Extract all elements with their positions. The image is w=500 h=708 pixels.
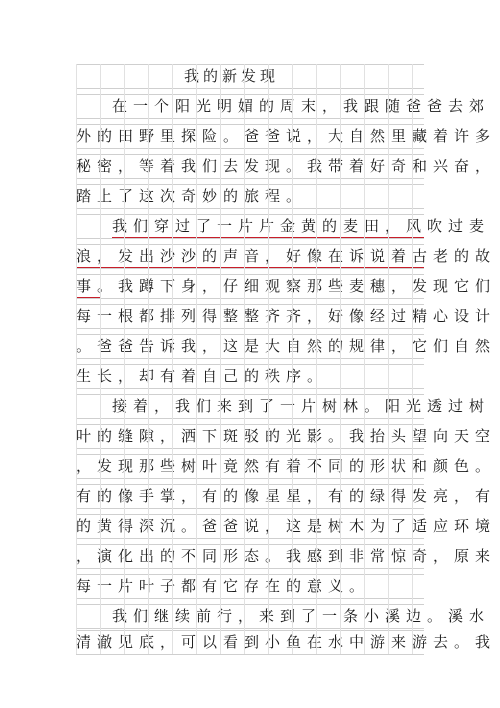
grid-column-rule bbox=[244, 64, 245, 654]
grid-rule bbox=[76, 178, 424, 179]
essay-line bbox=[76, 124, 497, 148]
essay-line bbox=[76, 574, 424, 598]
essay-line bbox=[76, 154, 497, 178]
grid-rule bbox=[76, 118, 424, 119]
grid-column-rule bbox=[292, 64, 293, 654]
title-row bbox=[76, 64, 424, 88]
line-text: 每一片叶子都有它存在的意义。 bbox=[76, 577, 371, 595]
grid-rule bbox=[76, 238, 424, 239]
grid-column-rule bbox=[148, 64, 149, 654]
grid-column-rule bbox=[124, 64, 125, 654]
grid-rule bbox=[76, 274, 424, 275]
grid-rule bbox=[76, 154, 424, 155]
grid-rule bbox=[76, 148, 424, 149]
essay-line bbox=[76, 214, 491, 238]
grid-rule bbox=[76, 64, 424, 65]
line-text: 外的田野里探险。爸爸说，大自然里藏着许多 bbox=[76, 127, 497, 145]
essay-line bbox=[76, 184, 424, 208]
grid-rule bbox=[76, 304, 424, 305]
essay-line bbox=[76, 454, 497, 478]
grid-column-rule bbox=[196, 64, 197, 654]
essay-line bbox=[76, 274, 497, 298]
grid-rule bbox=[76, 334, 424, 335]
grid-rule bbox=[76, 628, 424, 629]
grid-rule bbox=[76, 208, 424, 209]
grid-rule bbox=[76, 544, 424, 545]
grid-rule bbox=[76, 364, 424, 365]
grid-rule bbox=[76, 268, 424, 269]
grid-rule bbox=[76, 394, 424, 395]
grid-rule bbox=[76, 598, 424, 599]
grid-rule bbox=[76, 454, 424, 455]
grid-rule bbox=[76, 604, 424, 605]
grid-rule bbox=[76, 358, 424, 359]
line-text: 生长，却有着自己的秩序。 bbox=[76, 367, 329, 385]
essay-line bbox=[76, 94, 491, 118]
grid-rule bbox=[76, 418, 424, 419]
grid-rule bbox=[76, 94, 424, 95]
line-text: 踏上了这次奇妙的旅程。 bbox=[76, 187, 308, 205]
essay-line bbox=[76, 424, 497, 448]
grid-column-rule bbox=[220, 64, 221, 654]
grid-rule bbox=[76, 244, 424, 245]
grid-rule bbox=[76, 124, 424, 125]
line-text: 在一个阳光明媚的周末，我跟随爸爸去郊 bbox=[112, 97, 491, 115]
line-text: 我们继续前行，来到了一条小溪边。溪水 bbox=[112, 607, 491, 625]
essay-title: 我的新发现 bbox=[184, 67, 280, 85]
grid-column-rule bbox=[172, 64, 173, 654]
grid-rule bbox=[76, 184, 424, 185]
line-text: 清澈见底，可以看到小鱼在水中游来游去。我 bbox=[76, 633, 497, 651]
line-text: 。爸爸告诉我，这是大自然的规律，它们自然 bbox=[76, 337, 497, 355]
grid-rule bbox=[76, 424, 424, 425]
line-text: 的黄得深沉。爸爸说，这是树木为了适应环境 bbox=[76, 517, 497, 535]
grid-rule bbox=[76, 538, 424, 539]
grid-column-rule bbox=[100, 64, 101, 654]
grid-rule bbox=[76, 568, 424, 569]
line-text: 接着，我们来到了一片树林。阳光透过树 bbox=[112, 397, 491, 415]
grid-rule bbox=[76, 448, 424, 449]
grid-rule bbox=[76, 88, 424, 89]
grid-rule bbox=[76, 214, 424, 215]
grid-column-rule bbox=[388, 64, 389, 654]
grid-rule bbox=[76, 574, 424, 575]
grid-rule bbox=[76, 630, 424, 631]
line-text: 每一根都排列得整整齐齐，好像经过精心设计 bbox=[76, 307, 497, 325]
line-text: 事。我蹲下身，仔细观察那些麦穗，发现它们 bbox=[76, 277, 497, 295]
essay-line bbox=[76, 514, 497, 538]
essay-line bbox=[76, 484, 497, 508]
essay-line bbox=[76, 394, 491, 418]
essay-line bbox=[76, 244, 497, 268]
grid-column-rule bbox=[316, 64, 317, 654]
line-text: ，演化出的不同形态。我感到非常惊奇，原来 bbox=[76, 547, 497, 565]
line-text: ，发现那些树叶竟然有着不同的形状和颜色。 bbox=[76, 457, 497, 475]
line-text: 叶的缝隙，洒下斑驳的光影。我抬头望向天空 bbox=[76, 427, 497, 445]
essay-line bbox=[76, 364, 424, 388]
grid-column-rule bbox=[268, 64, 269, 654]
essay-line bbox=[76, 544, 497, 568]
grid-column-rule bbox=[340, 64, 341, 654]
grid-rule bbox=[76, 298, 424, 299]
grid-column-rule bbox=[76, 64, 77, 654]
grid-rule bbox=[76, 484, 424, 485]
essay-line bbox=[76, 604, 491, 628]
grid-column-rule bbox=[364, 64, 365, 654]
grid-rule bbox=[76, 388, 424, 389]
line-text: 浪，发出沙沙的声音，好像在诉说着古老的故 bbox=[76, 247, 497, 265]
grid-rule bbox=[76, 514, 424, 515]
essay-line bbox=[76, 334, 497, 358]
grid-column-rule bbox=[412, 64, 413, 654]
essay-line bbox=[76, 304, 497, 328]
line-text: 我们穿过了一片片金黄的麦田，风吹过麦 bbox=[112, 217, 491, 235]
grid-rule bbox=[76, 328, 424, 329]
essay-line bbox=[76, 630, 497, 654]
grid-rule bbox=[76, 508, 424, 509]
line-text: 有的像手掌，有的像星星，有的绿得发亮，有 bbox=[76, 487, 497, 505]
grid-rule bbox=[76, 478, 424, 479]
line-text: 秘密，等着我们去发现。我带着好奇和兴奋， bbox=[76, 157, 497, 175]
essay-grid-paper bbox=[76, 64, 497, 651]
grid-rule bbox=[76, 654, 424, 655]
